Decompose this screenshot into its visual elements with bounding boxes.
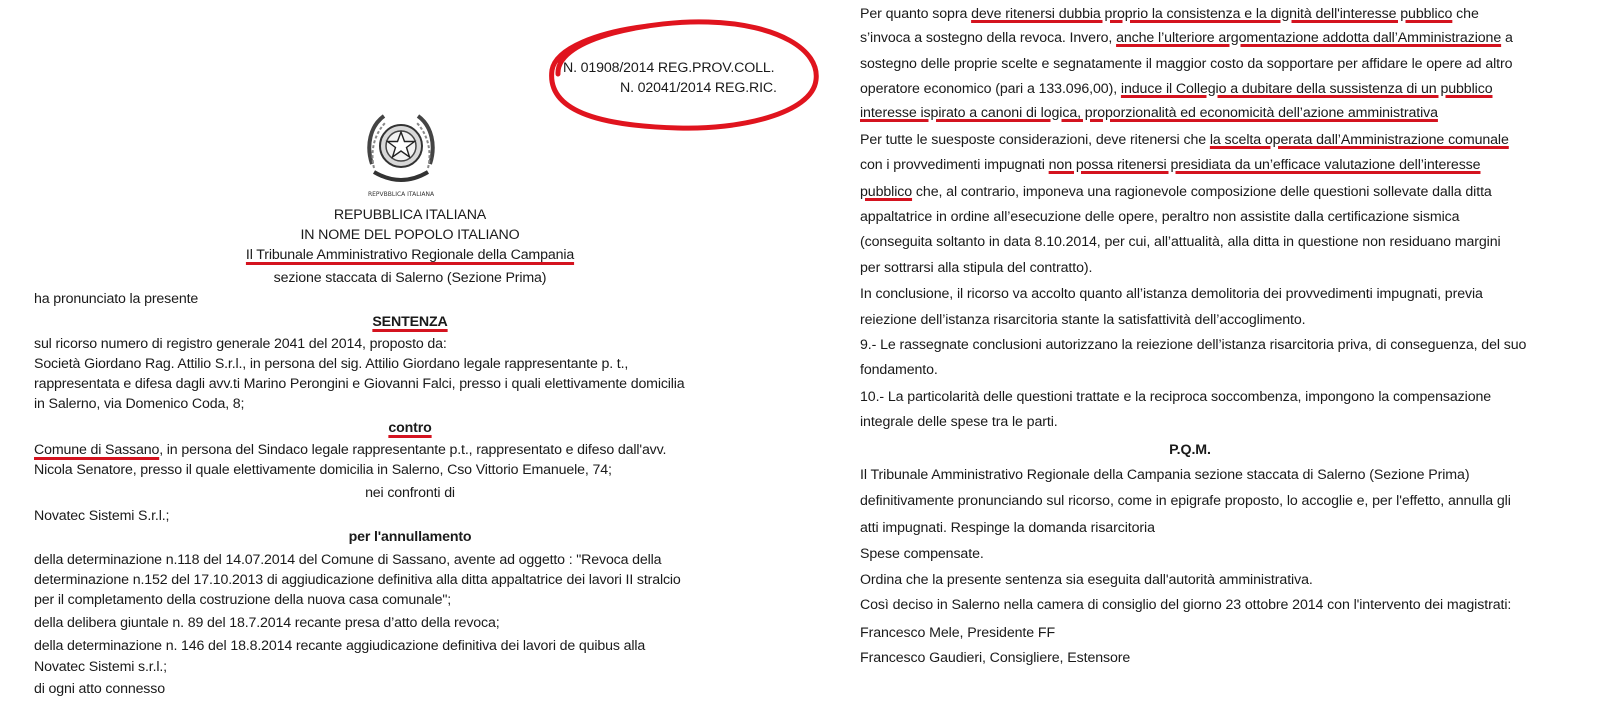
- right-line-2: [860, 28, 1513, 48]
- right-line-14: 9.- Le rassegnate conclusioni autorizzano la reiezione dell’istanza risarcitoria priva, di conseguenza, del suo: [860, 337, 1527, 353]
- left-line-1: sul ricorso numero di registro generale 2041 del 2014, proposto da:: [34, 336, 447, 352]
- left-line-5-rest: , in persona del Sindaco legale rappresentante p.t., rappresentato e difeso dall'avv.: [159, 442, 667, 458]
- right-line-25: Francesco Gaudieri, Consigliere, Estensore: [860, 650, 1131, 666]
- sentenza-heading: [200, 312, 620, 332]
- r2-a: s’invoca a sostegno della revoca. Invero,: [860, 30, 1117, 46]
- left-line-8: della determinazione n.118 del 14.07.2014 del Comune di Sassano, avente ad oggetto : "Revoca della: [34, 552, 662, 568]
- r7-highlight: non possa ritenersi presidiata da un’efficace valutazione dell’interesse: [1048, 157, 1481, 173]
- right-line-12: In conclusione, il ricorso va accolto quanto all’istanza demolitoria dei provvedimenti impugnati, previa: [860, 286, 1483, 302]
- contro-text: contro: [388, 420, 432, 436]
- italian-republic-emblem-icon: [364, 106, 438, 200]
- right-line-7: [860, 155, 1480, 175]
- r1-c: che: [1452, 6, 1479, 22]
- right-line-10: (conseguita soltanto in data 8.10.2014, per cui, all’attualità, alla ditta in questione non residuano margini: [860, 234, 1501, 250]
- r8-b: che, al contrario, imponeva una ragionevole composizione delle questioni sollevate dalla ditta: [912, 184, 1492, 200]
- right-line-20: atti impugnati. Respinge la domanda risarcitoria: [860, 520, 1155, 536]
- right-line-4: [860, 79, 1493, 99]
- annullamento-heading: per l'annullamento: [348, 529, 472, 545]
- sentenza-text: SENTENZA: [372, 314, 448, 330]
- right-line-18: Il Tribunale Amministrativo Regionale della Campania sezione staccata di Salerno (Sezione Prima): [860, 467, 1470, 483]
- right-line-22: Ordina che la presente sentenza sia eseguita dall'autorità amministrativa.: [860, 572, 1313, 588]
- r1-highlight: deve ritenersi dubbia proprio la consistenza e la dignità dell'interesse pubblico: [971, 6, 1453, 22]
- left-line-10: per il completamento della costruzione della nuova casa comunale";: [34, 592, 452, 608]
- pqm-heading: P.Q.M.: [1169, 442, 1211, 458]
- right-line-19: definitivamente pronunciando sul ricorso, come in epigrafe proposto, lo accoglie e, per l'effetto, annulla gli: [860, 493, 1511, 509]
- right-line-11: per sottrarsi alla stipula del contratto).: [860, 260, 1093, 276]
- in-name-of-people: IN NOME DEL POPOLO ITALIANO: [300, 227, 520, 243]
- left-line-12: della determinazione n. 146 del 18.8.2014 recante aggiudicazione definitiva dei lavori de quibus alla: [34, 638, 646, 654]
- right-line-1: [860, 4, 1479, 24]
- r5-highlight: interesse ispirato a canoni di logica, proporzionalità ed economicità dell’azione amministrativa: [860, 105, 1438, 121]
- r2-highlight: anche l’ulteriore argomentazione addotta dall’Amministrazione: [1116, 30, 1502, 46]
- left-line-9: determinazione n.152 del 17.10.2013 di aggiudicazione definitiva alla ditta appaltatrice dei lavori II stralcio: [34, 572, 681, 588]
- r6-highlight: la scelta operata dall’Amministrazione comunale: [1209, 132, 1509, 148]
- right-line-9: appaltatrice in ordine all’esecuzione delle opere, peraltro non assistite dalla certificazione sismica: [860, 209, 1460, 225]
- svg-text:REPVBBLICA ITALIANA: REPVBBLICA ITALIANA: [367, 191, 435, 198]
- left-line-2: Società Giordano Rag. Attilio S.r.l., in persona del sig. Attilio Giordano legale rappresentante p. t.,: [34, 356, 629, 372]
- r2-c: a: [1501, 30, 1513, 46]
- right-line-23: Così deciso in Salerno nella camera di consiglio del giorno 23 ottobre 2014 con l'intervento dei magistrati:: [860, 597, 1512, 613]
- left-line-7: Novatec Sistemi S.r.l.;: [34, 508, 170, 524]
- registry-number-ric: N. 02041/2014 REG.RIC.: [620, 80, 777, 96]
- right-line-21: Spese compensate.: [860, 546, 984, 562]
- comune-di-sassano: Comune di Sassano: [34, 442, 160, 458]
- r1-a: Per quanto sopra: [860, 6, 972, 22]
- right-line-16: 10.- La particolarità delle questioni trattate e la reciproca soccombenza, impongono la compensazione: [860, 389, 1492, 405]
- right-line-5: [860, 103, 1438, 123]
- right-line-13: reiezione dell’istanza risarcitoria stante la satisfattività dell’accoglimento.: [860, 312, 1306, 328]
- right-line-24: Francesco Mele, Presidente FF: [860, 625, 1056, 641]
- r8-highlight: pubblico: [860, 184, 913, 200]
- right-line-8: [860, 182, 1492, 202]
- left-line-6: Nicola Senatore, presso il quale elettivamente domicilia in Salerno, Cso Vittorio Emanuele, 74;: [34, 462, 612, 478]
- left-line-4: in Salerno, via Domenico Coda, 8;: [34, 396, 245, 412]
- registry-number-prov: N. 01908/2014 REG.PROV.COLL.: [563, 60, 775, 76]
- r7-a: con i provvedimenti impugnati: [860, 157, 1049, 173]
- r4-highlight: induce il Collegio a dubitare della sussistenza di un pubblico: [1120, 81, 1493, 97]
- right-line-3: sostegno delle proprie scelte e segnatamente il maggior costo da sopportare per affidare le opere ad altro: [860, 56, 1513, 72]
- left-line-3: rappresentata e difesa dagli avv.ti Marino Perongini e Giovanni Falci, presso i quali elettivamente domicilia: [34, 376, 685, 392]
- pronounced-line: ha pronunciato la presente: [34, 291, 199, 307]
- left-line-11: della delibera giuntale n. 89 del 18.7.2014 recante presa d’atto della revoca;: [34, 615, 500, 631]
- tribunal-name: [200, 245, 620, 265]
- r4-a: operatore economico (pari a 133.096,00),: [860, 81, 1121, 97]
- section-name: sezione staccata di Salerno (Sezione Prima): [273, 270, 547, 286]
- left-line-14: di ogni atto connesso: [34, 681, 165, 697]
- r6-a: Per tutte le suesposte considerazioni, deve ritenersi che: [860, 132, 1210, 148]
- contro-heading: [200, 418, 620, 438]
- tribunal-name-text: Il Tribunale Amministrativo Regionale della Campania: [245, 247, 575, 263]
- right-line-17: integrale delle spese tra le parti.: [860, 414, 1058, 430]
- nei-confronti-heading: nei confronti di: [365, 485, 455, 501]
- right-line-15: fondamento.: [860, 362, 938, 378]
- left-line-5: [34, 440, 666, 460]
- left-line-13: Novatec Sistemi s.r.l.;: [34, 659, 167, 675]
- right-line-6: [860, 130, 1509, 150]
- republic-heading: REPUBBLICA ITALIANA: [333, 207, 487, 223]
